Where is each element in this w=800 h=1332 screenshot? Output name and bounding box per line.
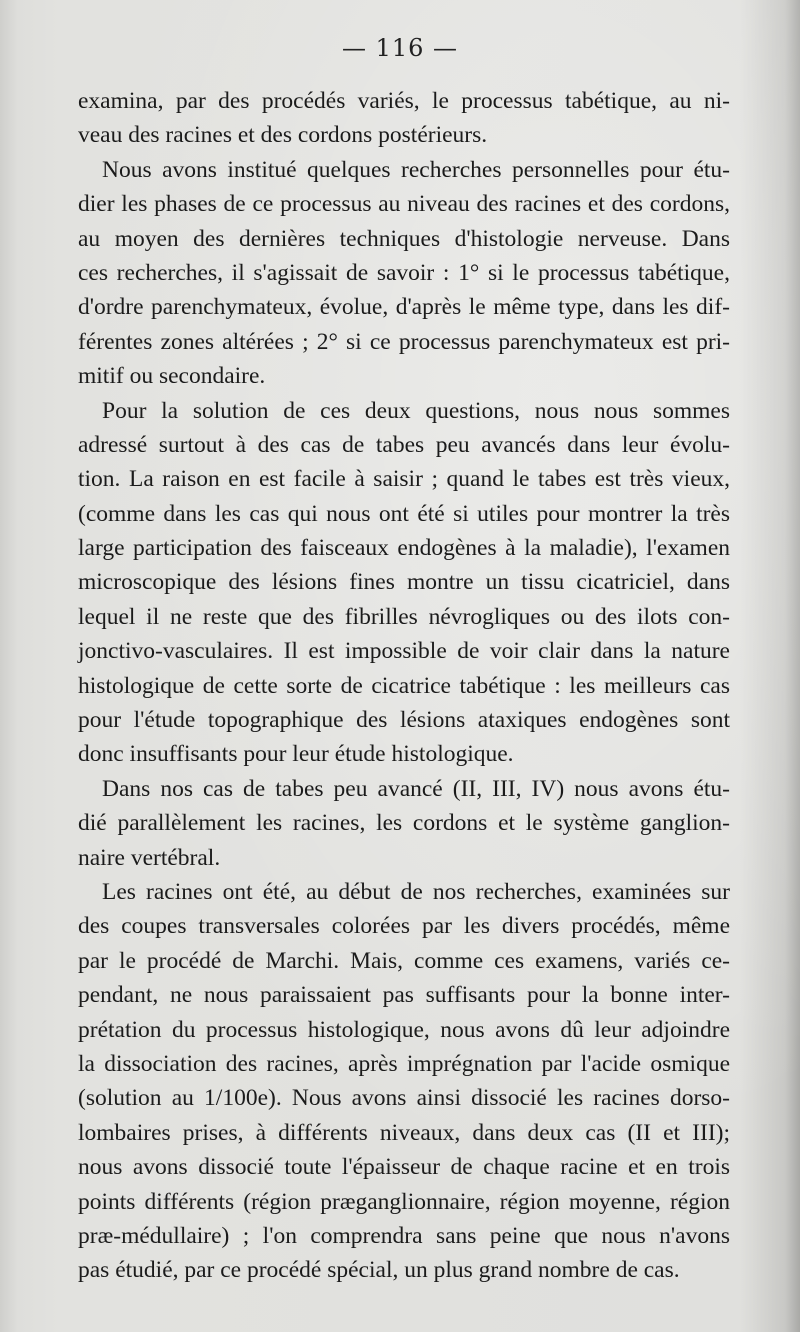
text-line: la dissociation des racines, après imprégnation par l'acide osmique [78,1050,730,1077]
text-line: Pour la solution de ces deux questions, nous nous sommes [102,397,730,424]
page-number: — 116 — [341,34,459,62]
text-line: mitif ou secondaire. [78,363,266,390]
text-line: Nous avons institué quelques recherches personnelles pour étu- [102,156,730,183]
paragraph [78,875,730,1288]
text-line: dier les phases de ce processus au niveau des racines et des cordons, [78,191,730,218]
paragraph [78,394,730,772]
text-line: ces recherches, il s'agissait de savoir : 1° si le processus tabétique, [78,259,730,286]
paragraph [78,153,730,394]
text-line: naire vertébral. [78,844,221,871]
text-line: des coupes transversales colorées par les divers procédés, même [78,913,730,940]
text-line: nous avons dissocié toute l'épaisseur de chaque racine et en trois [78,1154,730,1181]
text-line: donc insuffisants pour leur étude histologique. [78,741,514,768]
text-line: veau des racines et des cordons postérieurs. [78,122,488,149]
paragraph [78,84,730,153]
paragraph [78,772,730,875]
text-line: histologique de cette sorte de cicatrice tabétique : les meilleurs cas [78,672,730,699]
text-line: prétation du processus histologique, nous avons dû leur adjoindre [78,1016,730,1043]
text-line: præ-médullaire) ; l'on comprendra sans peine que nous n'avons [78,1222,730,1249]
text-line: pas étudié, par ce procédé spécial, un plus grand nombre de cas. [78,1257,680,1284]
text-line: large participation des faisceaux endogènes à la maladie), l'examen [78,535,730,562]
text-line: jonctivo-vasculaires. Il est impossible de voir clair dans la nature [78,638,730,665]
text-line: (solution au 1/100e). Nous avons ainsi dissocié les racines dorso- [78,1085,730,1112]
text-line: points différents (région præganglionnaire, région moyenne, région [78,1188,730,1215]
text-line: tion. La raison en est facile à saisir ; quand le tabes est très vieux, [78,466,730,493]
text-line: microscopique des lésions fines montre un tissu cicatriciel, dans [78,569,730,596]
text-line: Les racines ont été, au début de nos recherches, examinées sur [102,878,730,905]
text-line: férentes zones altérées ; 2° si ce processus parenchymateux est pri- [78,328,730,355]
text-line: au moyen des dernières techniques d'histologie nerveuse. Dans [78,225,730,252]
text-line: pendant, ne nous paraissaient pas suffisants pour la bonne inter- [78,982,730,1009]
text-line: adressé surtout à des cas de tabes peu avancés dans leur évolu- [78,431,730,458]
text-line: examina, par des procédés variés, le processus tabétique, au ni- [78,88,730,114]
text-line: lequel il ne reste que des fibrilles névrogliques ou des ilots con- [78,603,730,630]
body-text [78,84,730,1288]
text-line: (comme dans les cas qui nous ont été si utiles pour montrer la très [78,500,730,527]
text-line: par le procédé de Marchi. Mais, comme ces examens, variés ce- [78,947,730,974]
text-line: lombaires prises, à différents niveaux, dans deux cas (II et III); [78,1119,730,1146]
text-line: pour l'étude topographique des lésions ataxiques endogènes sont [78,707,730,734]
text-line: d'ordre parenchymateux, évolue, d'après le même type, dans les dif- [78,294,730,321]
text-line: dié parallèlement les racines, les cordons et le système ganglion- [78,810,730,837]
text-line: Dans nos cas de tabes peu avancé (II, III, IV) nous avons étu- [102,775,730,802]
